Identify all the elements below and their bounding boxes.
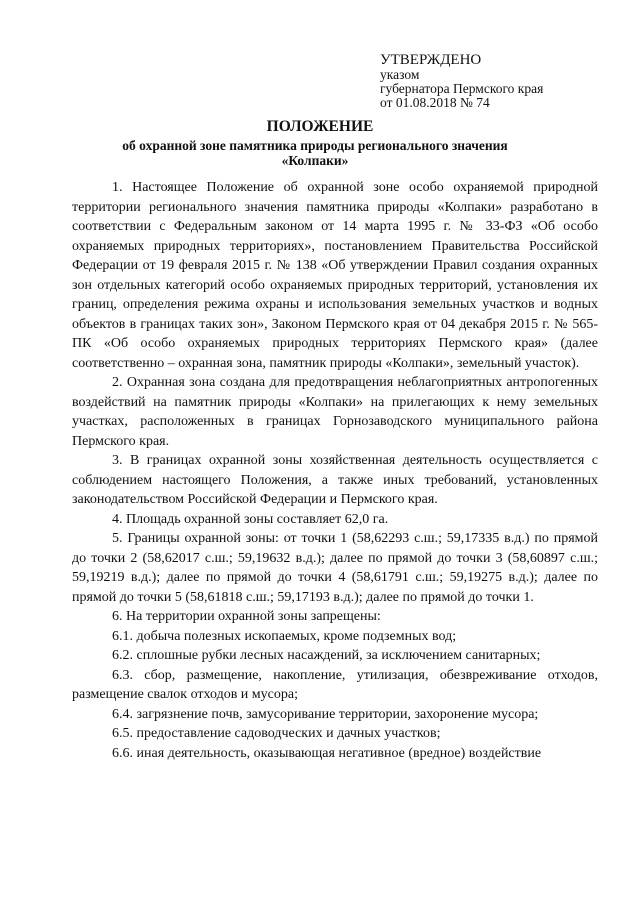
document-body [72, 178, 598, 763]
approval-stamp [380, 52, 620, 110]
approval-date: от 01.08.2018 № 74 [380, 95, 490, 110]
paragraph-4: 4. Площадь охранной зоны составляет 62,0 га. [112, 511, 389, 527]
paragraph-6-6: 6.6. иная деятельность, оказывающая негативное (вредное) воздействие [112, 745, 542, 761]
approval-title: УТВЕРЖДЕНО [380, 52, 482, 68]
paragraph-6-1: 6.1. добыча полезных ископаемых, кроме подземных вод; [112, 628, 457, 644]
paragraph-6-5: 6.5. предоставление садоводческих и дачных участков; [112, 726, 441, 741]
paragraph-3: 3. В границах охранной зоны хозяйственная деятельность осуществляется с соблюдением настоящего Положения, а также иных требований, установленных законодательством Российской Федерации и Пермского края. [72, 453, 598, 507]
paragraph-6-2: 6.2. сплошные рубки лесных насаждений, за исключением санитарных; [112, 648, 541, 663]
document-subtitle: об охранной зоне памятника природы регионального значения «Колпаки» [122, 138, 508, 168]
paragraph-5: 5. Границы охранной зоны: от точки 1 (58,62293 с.ш.; 59,17335 в.д.) по прямой до точки 2 (58,62017 с.ш.; 59,19632 в.д.); далее по прямой до точки 3 (58,60897 с.ш.; 59,19219 в.д.); далее по прямой до точки 4 (58,61791 с.ш.; 59,19275 в.д.); далее по прямой до точки 5 (58,61818 с.ш.; 59,17193 в.д.); далее по прямой до точки 1. [72, 531, 598, 605]
paragraph-6-4: 6.4. загрязнение почв, замусоривание территории, захоронение мусора; [112, 706, 539, 722]
paragraph-6-3: 6.3. сбор, размещение, накопление, утилизация, обезвреживание отходов, размещение свалок отходов и мусора; [72, 667, 598, 702]
paragraph-2: 2. Охранная зона создана для предотвращения неблагоприятных антропогенных воздействий на памятник природы «Колпаки» на прилегающих к нему земельных участках, расположенных в границах Горнозаводского муниципального района Пермского края. [72, 375, 598, 449]
approval-authority: губернатора Пермского края [380, 81, 544, 96]
approval-decree: указом [380, 67, 420, 82]
paragraph-1: 1. Настоящее Положение об охранной зоне особо охраняемой природной территории регионального значения памятника природы «Колпаки» разработано в соответствии с Федеральным законом от 14 марта 1995 г. № 33-ФЗ «Об особо охраняемых природных территориях», постановлением Правительства Российской Федерации от 19 февраля 2015 г. № 138 «Об утверждении Правил создания охранных зон отдельных категорий особо охраняемых природных территорий, установления их границ, определения режима охраны и использования земельных участков и водных объектов в границах таких зон», Законом Пермского края от 04 декабря 2015 г. № 565-ПК «Об особо охраняемых природных территориях Пермского края» (далее соответственно – охранная зона, памятник природы «Колпаки», земельный участок). [72, 180, 598, 371]
document-title: ПОЛОЖЕНИЕ [266, 118, 374, 135]
paragraph-6: 6. На территории охранной зоны запрещены: [112, 609, 381, 624]
